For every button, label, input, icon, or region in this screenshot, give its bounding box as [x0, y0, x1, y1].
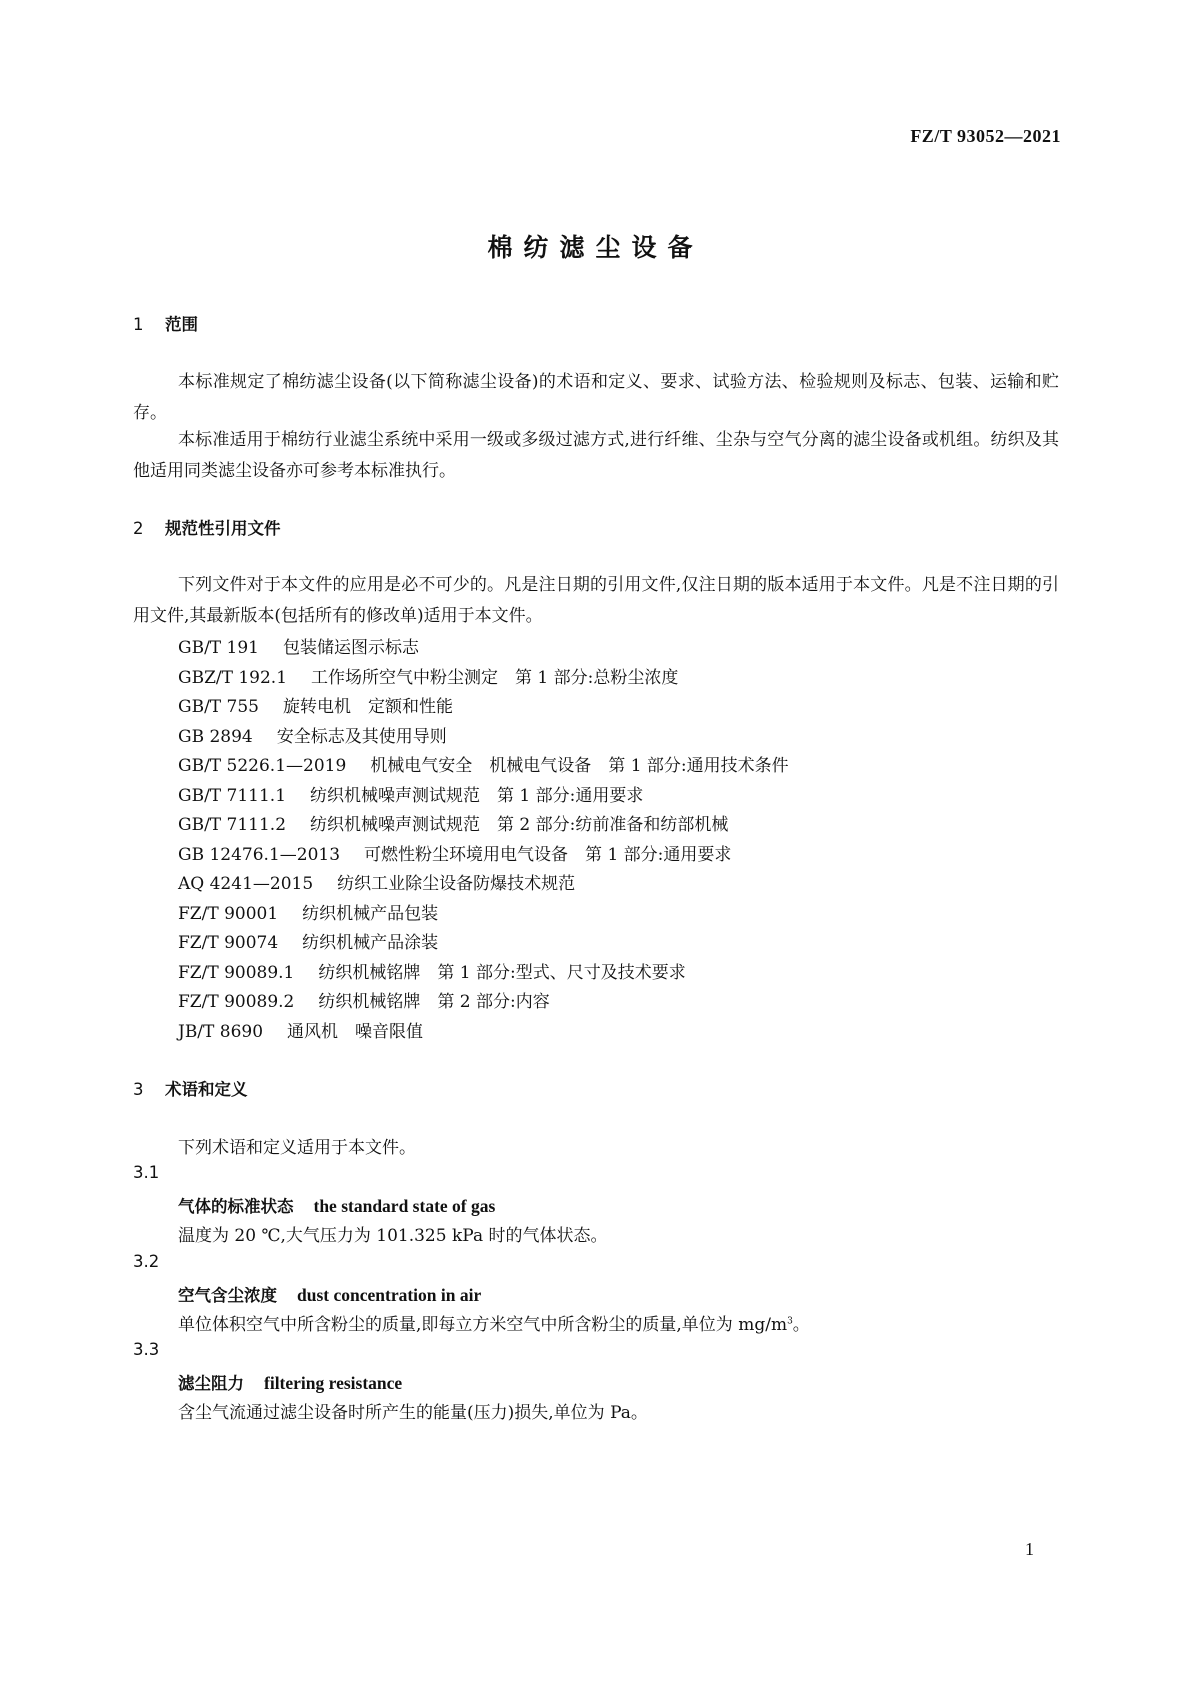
reference-code: GB/T 7111.2 [178, 815, 287, 835]
reference-title: 纺织工业除尘设备防爆技术规范 [337, 874, 576, 894]
reference-code: GB/T 7111.1 [178, 786, 287, 806]
term-definition [178, 1310, 810, 1335]
document-title: 棉纺滤尘设备 [487, 233, 704, 262]
reference-code: JB/T 8690 [178, 1022, 264, 1042]
reference-item [178, 781, 643, 806]
reference-item [178, 928, 438, 953]
reference-code: FZ/T 90089.2 [178, 992, 295, 1012]
reference-code: FZ/T 90089.1 [178, 963, 295, 983]
term-definition: 含尘气流通过滤尘设备时所产生的能量(压力)损失,单位为 Pa。 [178, 1403, 648, 1423]
reference-title: 包装储运图示标志 [283, 638, 419, 658]
reference-code: GBZ/T 192.1 [178, 668, 288, 688]
reference-item [178, 722, 447, 747]
term-definition-text: 单位体积空气中所含粉尘的质量,即每立方米空气中所含粉尘的质量,单位为 mg/m [178, 1315, 788, 1335]
terms-intro: 下列术语和定义适用于本文件。 [178, 1138, 416, 1158]
section-heading-terms [133, 1076, 248, 1100]
reference-item [178, 958, 686, 983]
reference-title: 机械电气安全 机械电气设备 第 1 部分:通用技术条件 [370, 756, 789, 776]
scope-paragraph-2: 本标准适用于棉纺行业滤尘系统中采用一级或多级过滤方式,进行纤维、尘杂与空气分离的滤尘设备或机组。纺织及其他适用同类滤尘设备亦可参考本标准执行。 [133, 430, 1059, 481]
term-english: dust concentration in air [297, 1285, 482, 1305]
section-heading-normative-references [133, 515, 281, 539]
term-heading [178, 1370, 402, 1394]
reference-title: 纺织机械噪声测试规范 第 2 部分:纺前准备和纺部机械 [310, 815, 729, 835]
reference-title: 纺织机械铭牌 第 1 部分:型式、尺寸及技术要求 [318, 963, 686, 983]
reference-code: GB/T 755 [178, 697, 259, 717]
document-code: FZ/T 93052—2021 [910, 126, 1061, 146]
reference-code: GB/T 5226.1—2019 [178, 756, 347, 776]
reference-title: 纺织机械产品涂装 [302, 933, 439, 953]
section-number: 3 [133, 1080, 144, 1099]
term-chinese: 气体的标准状态 [178, 1197, 294, 1216]
term-number: 3.2 [133, 1252, 160, 1271]
section-number: 1 [133, 315, 144, 334]
term-chinese: 滤尘阻力 [178, 1374, 244, 1393]
reference-title: 工作场所空气中粉尘测定 第 1 部分:总粉尘浓度 [311, 668, 679, 688]
reference-item [178, 810, 728, 835]
reference-item [178, 1017, 423, 1042]
section-title: 术语和定义 [165, 1080, 248, 1099]
section-heading-scope [133, 311, 198, 335]
section-number: 2 [133, 519, 144, 538]
reference-code: GB/T 191 [178, 638, 259, 658]
superscript: 3 [787, 1316, 793, 1327]
references-intro: 下列文件对于本文件的应用是必不可少的。凡是注日期的引用文件,仅注日期的版本适用于本文件。凡是不注日期的引用文件,其最新版本(包括所有的修改单)适用于本文件。 [133, 575, 1059, 626]
reference-code: FZ/T 90001 [178, 904, 279, 924]
reference-code: AQ 4241—2015 [178, 874, 314, 894]
reference-title: 旋转电机 定额和性能 [283, 697, 453, 717]
reference-item [178, 663, 678, 688]
term-chinese: 空气含尘浓度 [178, 1286, 277, 1305]
term-english: filtering resistance [264, 1373, 403, 1393]
reference-title: 纺织机械噪声测试规范 第 1 部分:通用要求 [310, 786, 644, 806]
reference-item [178, 987, 550, 1012]
section-title: 规范性引用文件 [165, 519, 281, 538]
reference-item [178, 869, 575, 894]
reference-code: GB 2894 [178, 727, 253, 747]
reference-title: 通风机 噪音限值 [287, 1022, 424, 1042]
scope-paragraph-1: 本标准规定了棉纺滤尘设备(以下简称滤尘设备)的术语和定义、要求、试验方法、检验规则及标志、包装、运输和贮存。 [133, 372, 1059, 423]
reference-item [178, 899, 438, 924]
reference-item [178, 751, 789, 776]
reference-item [178, 840, 731, 865]
term-heading [178, 1282, 481, 1306]
term-number: 3.1 [133, 1163, 160, 1182]
reference-title: 纺织机械产品包装 [302, 904, 439, 924]
term-heading [178, 1193, 495, 1217]
term-definition: 温度为 20 ℃,大气压力为 101.325 kPa 时的气体状态。 [178, 1226, 608, 1246]
term-english: the standard state of gas [313, 1196, 496, 1216]
term-number: 3.3 [133, 1340, 160, 1359]
section-title: 范围 [165, 315, 198, 334]
page-number: 1 [1025, 1539, 1034, 1559]
reference-item [178, 633, 419, 658]
reference-item [178, 692, 453, 717]
reference-code: GB 12476.1—2013 [178, 845, 341, 865]
reference-code: FZ/T 90074 [178, 933, 279, 953]
reference-title: 安全标志及其使用导则 [276, 727, 447, 747]
reference-title: 纺织机械铭牌 第 2 部分:内容 [318, 992, 550, 1012]
term-definition-end: 。 [792, 1315, 810, 1335]
reference-title: 可燃性粉尘环境用电气设备 第 1 部分:通用要求 [364, 845, 732, 865]
